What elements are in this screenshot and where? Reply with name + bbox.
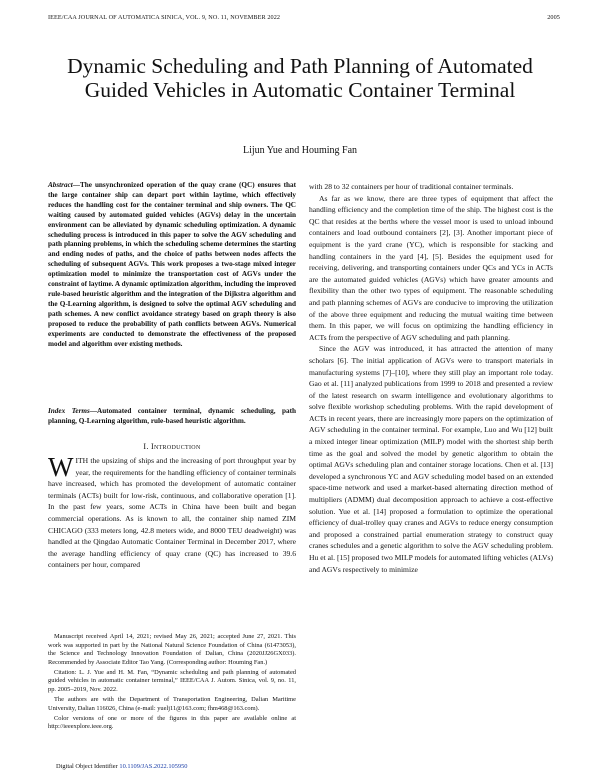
intro-left-text bbox=[48, 452, 296, 571]
section-heading bbox=[48, 442, 296, 451]
right-paragraph-1: As far as we know, there are three types of equipment that affect the handling efficiency and the completion time of the ship. The highest cost is the QC that resides at the berths where the vessel moor is used to unload inbound containers and load outbound containers [2], [3]. Another important piece of equipment is the yard crane (YC), which is responsible for stacking and handling containers in the yard [4], [5]. Besides the equipment used for receiving, delivering, and transporting containers under QCs and YCs in ACTs are the automated guided vehicles (AGVs) which have greater amounts and flexibility than the other two types of equipment. The reasonable scheduling and path planning schemes of AGVs are conducive to improving the utilization of the above three equipment and reducing the mutual waiting time between them. In this paper, we will focus on optimizing the handling efficiency in ACTs from the perspective of AGV scheduling and path planning. bbox=[309, 193, 553, 342]
doi-label: Digital Object Identifier bbox=[56, 763, 118, 770]
right-paragraph-0: with 28 to 32 containers per hour of traditional container terminals. bbox=[309, 182, 514, 191]
index-terms bbox=[48, 407, 296, 427]
footnote-received: Manuscript received April 14, 2021; revised May 26, 2021; accepted June 27, 2021. This work was supported in part by the National Natural Science Foundation of China (61473053), the Science and Technology Innovation Foundation of Dalian, China (2020JJ26GX033). Recommended by Associate Editor Tao Yang. (Corresponding author: Houming Fan.) bbox=[48, 633, 296, 666]
index-terms-text: —Automated container terminal, dynamic scheduling, path planning, Q-Learning algorithm, rule-based heuristic algorithm. bbox=[48, 407, 296, 425]
abstract bbox=[48, 181, 296, 349]
index-terms-label: Index Terms bbox=[48, 407, 90, 415]
footnote-affiliation: The authors are with the Department of Transportation Engineering, Dalian Maritime University, Dalian 116026, China (e-mail: yuelj11@163.com; fhm468@163.com). bbox=[48, 696, 296, 712]
footnotes bbox=[48, 633, 296, 734]
doi-line bbox=[56, 763, 188, 770]
footnote-color: Color versions of one or more of the figures in this paper are available online at http://ieeexplore.ieee.org. bbox=[48, 714, 296, 731]
doi-link[interactable]: 10.1109/JAS.2022.105950 bbox=[119, 763, 188, 770]
intro-paragraph: ITH the upsizing of ships and the increasing of port throughput year by year, the requirements for the handling efficiency of container terminals have increased, which has promoted the development of automatic container terminals (ACTs) built for low-risk, continuous, and collaborative operation [1]. In the past few years, some ACTs in China have been built and began commercial operations. As is known to all, the container ship named ZIM CHICAGO (333 meters long, 42.8 meters wide, and 8000 TEU deadweight) was handled at the Qingdao Automatic Container Terminal in December 2017, where the average handling efficiency of quay crane (QC) has increased to 39.6 containers per hour, compared bbox=[48, 456, 296, 570]
section-number: I. bbox=[143, 442, 149, 451]
authors: Lijun Yue and Houming Fan bbox=[242, 145, 358, 156]
page-number: 2005 bbox=[547, 14, 560, 21]
right-column bbox=[309, 181, 553, 575]
running-header bbox=[48, 14, 560, 21]
paper-title: Dynamic Scheduling and Path Planning of Automated Guided Vehicles in Automatic Container Terminal bbox=[67, 54, 533, 102]
footnote-citation: Citation: L. J. Yue and H. M. Fan, “Dynamic scheduling and path planning of automated guided vehicles in automatic container terminal,” IEEE/CAA J. Autom. Sinica, vol. 9, no. 11, pp. 2005–2019, Nov. 2022. bbox=[48, 668, 296, 694]
journal-name: IEEE/CAA JOURNAL OF AUTOMATICA SINICA, VOL. 9, NO. 11, NOVEMBER 2022 bbox=[48, 14, 281, 21]
right-paragraph-2: Since the AGV was introduced, it has attracted the attention of many scholars [6]. The initial application of AGVs were to transport materials in manufacturing systems [7]–[10], where they still play an important role today. Gao et al. [11] analyzed publications from 1999 to 2018 and presented a review of the latest research on swarm intelligence and evolutionary algorithms to solve flexible workshop scheduling problems. With the rapid development of ACTs in recent years, there are increasingly more papers on the optimization of AGV scheduling in the container terminal. For example, Luo and Wu [12] built a mixed integer linear optimization (MILP) model with the shortest ship berth time as the goal and solved the model by genetic algorithm to obtain the optimal AGVs scheduling plan and container storage locations. Chen et al. [13] developed a synchronous YC and AGV scheduling model based on an extended space-time network and used a market-based alternating direction method of multipliers (ADMM) dual decomposition approach to achieve a cost-effective solution. Yue et al. [14] proposed a formulation to optimize the operational efficiency of dual-trolley quay cranes and AGVs to reduce energy consumption and proposed a constrained partial enumeration strategy to construct quay cranes schedules and a genetic algorithm to solve the AGV scheduling problem. Hu et al. [15] proposed two MILP models for automated lifting vehicles (ALVs) and AGVs respectively to minimize bbox=[309, 344, 553, 574]
section-title: Introduction bbox=[150, 442, 201, 451]
abstract-text: —The unsynchronized operation of the quay crane (QC) ensures that the large container ship can depart port within laytime, which effectively reduces the handling cost for the container terminal and ship owners. The QC waiting caused by automated guided vehicles (AGVs) delay in the uncertain environment can be alleviated by dynamic scheduling optimization. A dynamic scheduling process is introduced in this paper to solve the AGV scheduling and path planning problems, in which the scheduling scheme determines the starting and ending nodes of paths, and the choice of paths between nodes affects the scheduling of subsequent AGVs. This work proposes a two-stage mixed integer optimization model to minimize the transportation cost of AGVs under the constraint of laytime. A dynamic optimization algorithm, including the improved rule-based heuristic algorithm and the integration of the Dijkstra algorithm and the Q-Learning algorithm, is designed to solve the optimal AGV scheduling and path schemes. A new conflict avoidance strategy based on graph theory is also proposed to reduce the probability of path conflicts between AGVs. Numerical experiments are conducted to demonstrate the effectiveness of the proposed model and algorithm over existing methods. bbox=[48, 181, 296, 348]
drop-cap: W bbox=[48, 452, 74, 482]
abstract-label: Abstract bbox=[48, 181, 73, 189]
